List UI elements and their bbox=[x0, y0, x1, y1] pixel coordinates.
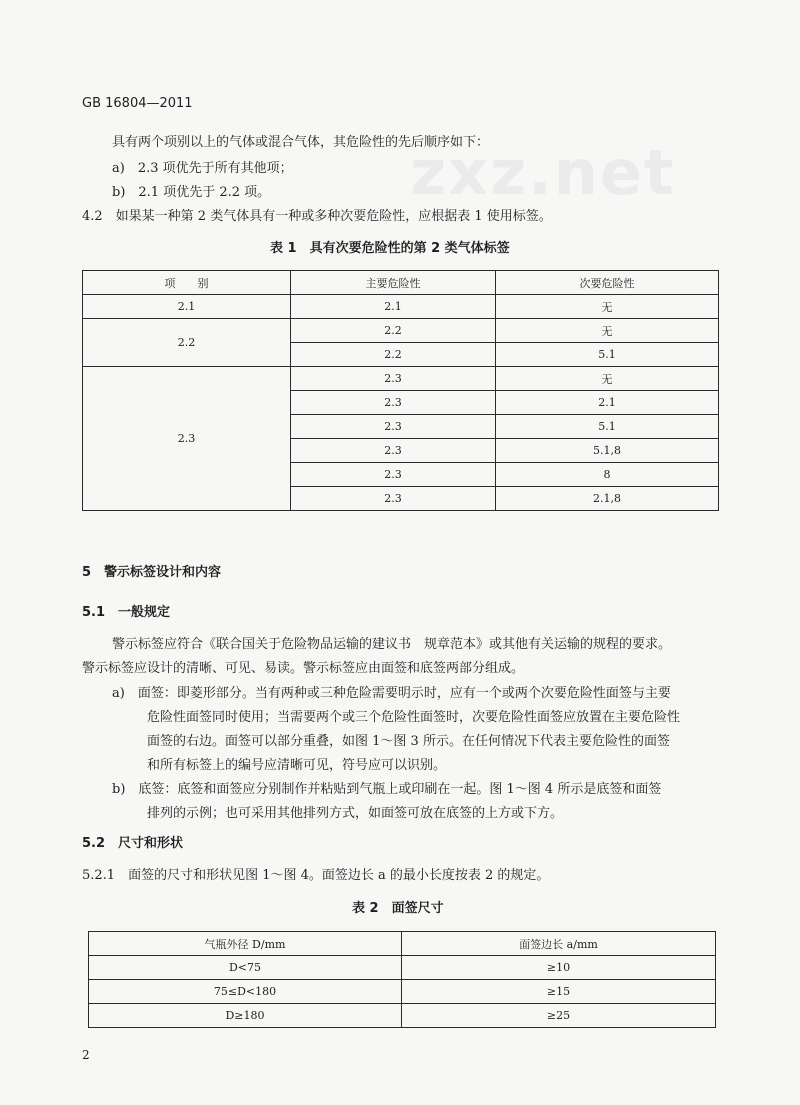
table-row bbox=[89, 980, 716, 1004]
table2-side-length-cell: ≥15 bbox=[402, 980, 716, 1004]
table1-secondary-cell: 5.1 bbox=[496, 415, 719, 439]
intro-text: 具有两个项别以上的气体或混合气体，其危险性的先后顺序如下： bbox=[112, 135, 490, 150]
section-5-1-paragraph-2: 警示标签应设计的清晰、可见、易读。警示标签应由面签和底签两部分组成。 bbox=[82, 661, 525, 676]
table-row bbox=[83, 367, 719, 391]
page-number: 2 bbox=[82, 1048, 90, 1062]
list-item-b-line-1: b) 底签：底签和面签应分别制作并粘贴到气瓶上或印刷在一起。图 1～图 4 所示是底签和面签 bbox=[112, 782, 662, 797]
table1-secondary-cell: 8 bbox=[496, 463, 719, 487]
section-5-1-paragraph-1: 警示标签应符合《联合国关于危险物品运输的建议书 规章范本》或其他有关运输的规程的要求。 bbox=[112, 637, 672, 652]
list-item-a-line-3: 面签的右边。面签可以部分重叠，如图 1～图 3 所示。在任何情况下代表主要危险性的面签 bbox=[147, 734, 670, 749]
table2-header-row bbox=[89, 932, 716, 956]
table2-header-diameter: 气瓶外径 D/mm bbox=[89, 932, 402, 956]
section-5-1-heading: 5.1 一般规定 bbox=[82, 605, 171, 620]
table1-primary-cell: 2.2 bbox=[291, 319, 496, 343]
table1-primary-cell: 2.1 bbox=[291, 295, 496, 319]
table1-primary-cell: 2.3 bbox=[291, 415, 496, 439]
table1-category-cell: 2.1 bbox=[83, 295, 291, 319]
table2-diameter-cell: D<75 bbox=[89, 956, 402, 980]
intro-item-a: a) 2.3 项优先于所有其他项； bbox=[112, 161, 293, 176]
table1-secondary-cell: 无 bbox=[496, 319, 719, 343]
table2-header-side-length: 面签边长 a/mm bbox=[402, 932, 716, 956]
table1-header-row bbox=[83, 271, 719, 295]
table1-primary-cell: 2.3 bbox=[291, 439, 496, 463]
table-row bbox=[89, 956, 716, 980]
table-row bbox=[83, 319, 719, 343]
table1-header-category: 项 别 bbox=[83, 271, 291, 295]
list-item-a-line-4: 和所有标签上的编号应清晰可见，符号应可以识别。 bbox=[147, 758, 447, 773]
table1-secondary-cell: 无 bbox=[496, 295, 719, 319]
document-header-id: GB 16804—2011 bbox=[82, 96, 193, 111]
table1-category-cell: 2.3 bbox=[83, 367, 291, 511]
table1-header-primary: 主要危险性 bbox=[291, 271, 496, 295]
table1-category-cell: 2.2 bbox=[83, 319, 291, 367]
table-row bbox=[83, 295, 719, 319]
table2-side-length-cell: ≥25 bbox=[402, 1004, 716, 1028]
list-item-b-line-2: 排列的示例；也可采用其他排列方式，如面签可放在底签的上方或下方。 bbox=[147, 806, 564, 821]
section-5-2-heading: 5.2 尺寸和形状 bbox=[82, 836, 184, 851]
section-4-2-text: 4.2 如果某一种第 2 类气体具有一种或多种次要危险性，应根据表 1 使用标签。 bbox=[82, 209, 552, 224]
table1-title: 表 1 具有次要危险性的第 2 类气体标签 bbox=[270, 241, 510, 256]
table2-side-length-cell: ≥10 bbox=[402, 956, 716, 980]
table1-header-secondary: 次要危险性 bbox=[496, 271, 719, 295]
table1-secondary-cell: 2.1,8 bbox=[496, 487, 719, 511]
table1-primary-cell: 2.3 bbox=[291, 367, 496, 391]
table1-primary-cell: 2.2 bbox=[291, 343, 496, 367]
table2-diameter-cell: 75≤D<180 bbox=[89, 980, 402, 1004]
table2-diameter-cell: D≥180 bbox=[89, 1004, 402, 1028]
table1-secondary-cell: 无 bbox=[496, 367, 719, 391]
table-row bbox=[89, 1004, 716, 1028]
table2 bbox=[88, 931, 716, 1028]
table1-secondary-cell: 5.1 bbox=[496, 343, 719, 367]
table1-primary-cell: 2.3 bbox=[291, 487, 496, 511]
list-item-a-line-1: a) 面签：即菱形部分。当有两种或三种危险需要明示时，应有一个或两个次要危险性面签与主要 bbox=[112, 686, 671, 701]
watermark: zxz.net bbox=[410, 136, 676, 209]
table1-secondary-cell: 5.1,8 bbox=[496, 439, 719, 463]
table1-primary-cell: 2.3 bbox=[291, 391, 496, 415]
section-5-2-1-text: 5.2.1 面签的尺寸和形状见图 1～图 4。面签边长 a 的最小长度按表 2 的规定。 bbox=[82, 868, 550, 883]
intro-item-b: b) 2.1 项优先于 2.2 项。 bbox=[112, 185, 271, 200]
table1 bbox=[82, 270, 719, 511]
section-5-heading: 5 警示标签设计和内容 bbox=[82, 565, 222, 580]
list-item-a-line-2: 危险性面签同时使用；当需要两个或三个危险性面签时，次要危险性面签应放置在主要危险性 bbox=[147, 710, 681, 725]
table1-primary-cell: 2.3 bbox=[291, 463, 496, 487]
table2-title: 表 2 面签尺寸 bbox=[352, 901, 444, 916]
table1-secondary-cell: 2.1 bbox=[496, 391, 719, 415]
